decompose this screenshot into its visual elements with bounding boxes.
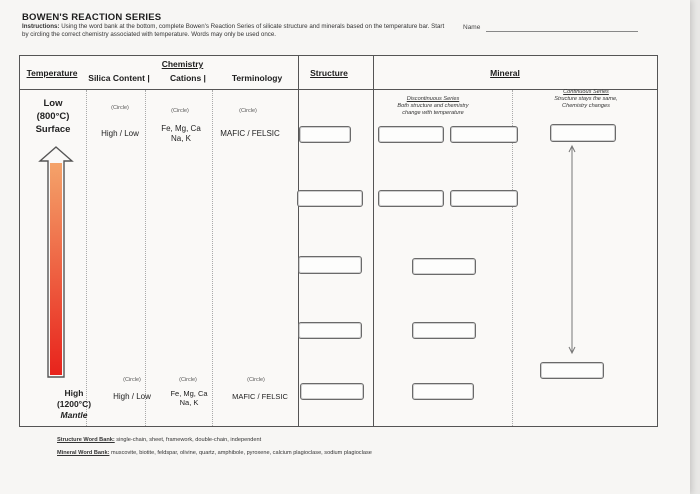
header-mineral: Mineral <box>490 68 520 78</box>
temp-low-label: Low <box>43 98 63 109</box>
header-chemistry: Chemistry <box>161 59 204 69</box>
double-arrow-icon <box>566 144 578 356</box>
terminology-choice-bottom[interactable]: MAFIC / FELSIC <box>232 392 288 401</box>
terminology-circle-top: (Circle) <box>239 108 257 114</box>
mineral-box-d4[interactable] <box>412 322 476 339</box>
cations-top-line1: Fe, Mg, Ca <box>161 124 201 133</box>
header-terminology: Terminology <box>231 73 283 83</box>
discontinuous-line2: change with temperature <box>402 110 464 116</box>
terminology-circle-bottom: (Circle) <box>247 377 265 383</box>
mineral-box-d1b[interactable] <box>450 126 518 143</box>
discontinuous-series-note <box>378 96 488 117</box>
temp-high-place: Mantle <box>60 410 88 420</box>
discontinuous-line1: Both structure and chemistry <box>397 103 469 109</box>
temperature-low <box>27 97 79 136</box>
worksheet-title: BOWEN'S REACTION SERIES <box>22 12 162 23</box>
structure-word-bank-label: Structure Word Bank: <box>57 437 115 443</box>
mineral-box-c2[interactable] <box>540 362 604 379</box>
mineral-box-d5[interactable] <box>412 383 474 400</box>
header-temperature: Temperature <box>26 68 78 78</box>
mineral-word-bank-words: muscovite, biotite, feldspar, olivine, quartz, amphibole, pyroxene, calcium plagioclase, sodium plagioclase <box>111 450 372 456</box>
instructions-label: Instructions: <box>22 23 60 30</box>
temp-high-value: (1200°C) <box>56 399 92 409</box>
mineral-box-d1a[interactable] <box>378 126 444 143</box>
silica-circle-bottom: (Circle) <box>123 377 141 383</box>
cations-circle-top: (Circle) <box>171 108 189 114</box>
temp-low-place: Surface <box>35 124 71 135</box>
cations-choice-bottom[interactable] <box>158 389 220 407</box>
continuous-line2: Chemistry changes <box>562 103 610 109</box>
instructions-text: Using the word bank at the bottom, complete Bowen's Reaction Series of silicate structure and minerals based on the temperature bar. Start by circling the correct chemistry associated with temperature. Words may only be used once. <box>22 23 445 38</box>
cations-circle-bottom: (Circle) <box>179 377 197 383</box>
mineral-box-d3[interactable] <box>412 258 476 275</box>
mineral-word-bank <box>57 450 372 456</box>
silica-choice-bottom[interactable]: High / Low <box>113 392 151 401</box>
up-arrow-icon <box>38 145 74 380</box>
continuous-title: Continuous Series <box>563 89 609 95</box>
cations-top-line2: Na, K <box>170 134 191 143</box>
silica-circle-top: (Circle) <box>111 105 129 111</box>
structure-word-bank <box>57 437 261 443</box>
instructions <box>22 23 452 39</box>
cations-bottom-line2: Na, K <box>179 398 199 407</box>
structure-box-2[interactable] <box>297 190 363 207</box>
silica-choice-top[interactable]: High / Low <box>101 129 139 138</box>
cations-bottom-line1: Fe, Mg, Ca <box>170 389 208 398</box>
terminology-choice-top[interactable]: MAFIC / FELSIC <box>220 129 280 138</box>
temp-high-label: High <box>64 388 84 398</box>
discontinuous-title: Discontinuous Series <box>406 96 460 102</box>
cations-choice-top[interactable] <box>150 124 212 144</box>
temperature-high <box>48 388 100 421</box>
name-label: Name <box>463 24 481 31</box>
name-field[interactable] <box>486 31 638 32</box>
structure-box-4[interactable] <box>298 322 362 339</box>
continuous-line1: Structure stays the same, <box>554 96 618 102</box>
header-cations: Cations | <box>170 73 206 83</box>
temp-low-value: (800°C) <box>36 111 70 122</box>
structure-box-3[interactable] <box>298 256 362 274</box>
header-silica-content: Silica Content | <box>88 73 150 83</box>
mineral-box-c1[interactable] <box>550 124 616 142</box>
continuous-series-note <box>538 89 634 110</box>
mineral-box-d2b[interactable] <box>450 190 518 207</box>
mineral-word-bank-label: Mineral Word Bank: <box>57 450 110 456</box>
structure-word-bank-words: single-chain, sheet, framework, double-chain, independent <box>116 437 262 443</box>
structure-box-5[interactable] <box>300 383 364 400</box>
header-structure: Structure <box>310 68 348 78</box>
structure-box-1[interactable] <box>299 126 351 143</box>
mineral-box-d2a[interactable] <box>378 190 444 207</box>
